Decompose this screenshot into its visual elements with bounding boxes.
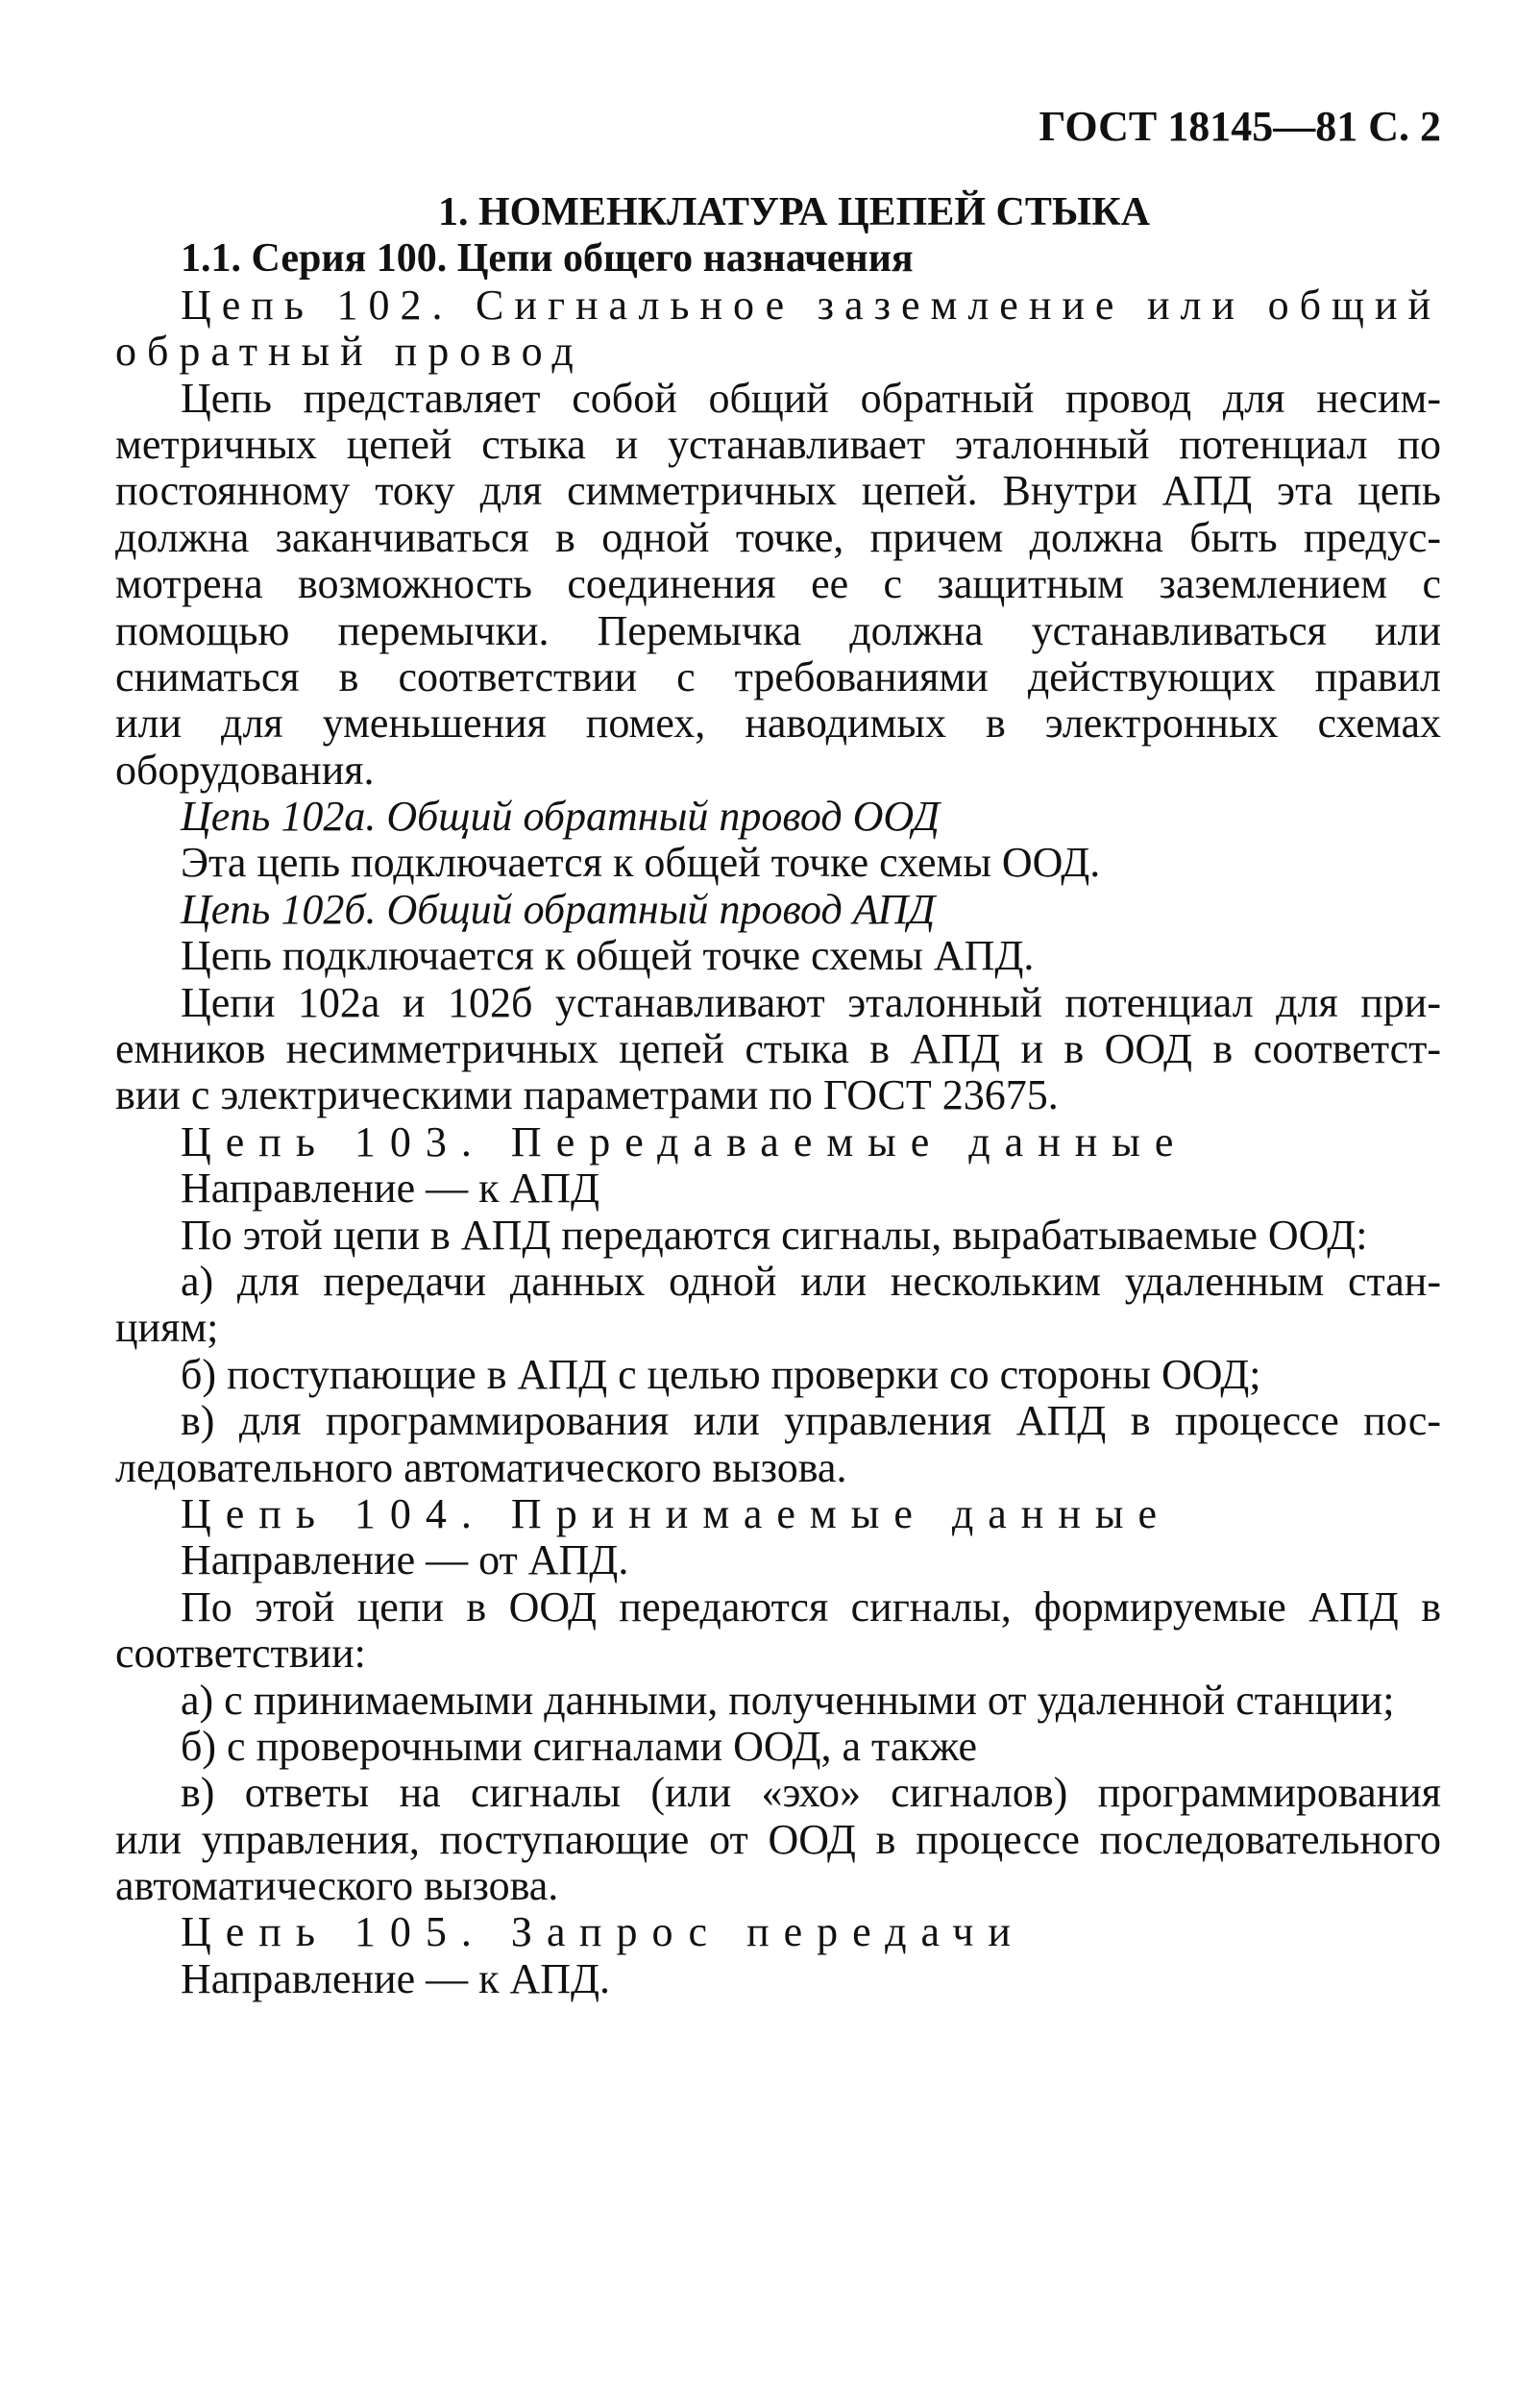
text-line: Направление — к АПД bbox=[181, 1165, 600, 1213]
text-line: ледовательного автоматического вызова. bbox=[115, 1443, 847, 1491]
text-line: помощью перемычки. Перемычка должна устанавливаться или bbox=[115, 606, 1441, 654]
text-line: а) с принимаемыми данными, полученными от удаленной станции; bbox=[181, 1676, 1395, 1724]
circuit-heading: Цепь 104. Принимаемые данные bbox=[181, 1489, 1171, 1537]
text-line: в) для программирования или управления АПД в процессе пос- bbox=[181, 1397, 1441, 1445]
text-line: Направление — от АПД. bbox=[181, 1536, 629, 1584]
circuit-heading: обратный провод bbox=[115, 328, 584, 376]
subcircuit-heading: Цепь 102а. Общий обратный провод ООД bbox=[181, 793, 941, 841]
text-line: По этой цепи в АПД передаются сигналы, вырабатываемые ООД: bbox=[181, 1211, 1368, 1259]
text-line: мотрена возможность соединения ее с защитным заземлением с bbox=[115, 560, 1441, 608]
circuit-heading: Цепь 102. Сигнальное заземление или общий bbox=[181, 281, 1441, 329]
section-title: 1. НОМЕНКЛАТУРА ЦЕПЕЙ СТЫКА bbox=[438, 190, 1150, 234]
text-line: б) с проверочными сигналами ООД, а также bbox=[181, 1722, 978, 1770]
text-line: вии с электрическими параметрами по ГОСТ 23675. bbox=[115, 1071, 1059, 1119]
text-line: а) для передачи данных одной или нескольким удаленным стан- bbox=[181, 1257, 1441, 1305]
subcircuit-heading: Цепь 102б. Общий обратный провод АПД bbox=[181, 885, 936, 933]
text-line: циям; bbox=[115, 1304, 219, 1352]
text-line: в) ответы на сигналы (или «эхо» сигналов) программирования bbox=[181, 1769, 1441, 1817]
subsection-heading: 1.1. Серия 100. Цепи общего назначения bbox=[181, 236, 914, 282]
text-line: оборудования. bbox=[115, 746, 375, 794]
circuit-heading: Цепь 105. Запрос передачи bbox=[181, 1908, 1025, 1956]
text-line: должна заканчиваться в одной точке, причем должна быть предус- bbox=[115, 513, 1441, 561]
text-line: Цепь подключается к общей точке схемы АПД. bbox=[181, 932, 1035, 980]
text-line: метричных цепей стыка и устанавливает эталонный потенциал по bbox=[115, 420, 1441, 468]
text-line: соответствии: bbox=[115, 1630, 366, 1678]
text-line: Цепи 102а и 102б устанавливают эталонный потенциал для при- bbox=[181, 978, 1441, 1026]
text-line: Цепь представляет собой общий обратный провод для несим- bbox=[181, 374, 1441, 422]
text-line: автоматического вызова. bbox=[115, 1862, 559, 1910]
text-line: Направление — к АПД. bbox=[181, 1954, 611, 2002]
page-header: ГОСТ 18145—81 С. 2 bbox=[1039, 103, 1441, 150]
text-line: По этой цепи в ООД передаются сигналы, формируемые АПД в bbox=[181, 1582, 1441, 1631]
text-line: б) поступающие в АПД с целью проверки со стороны ООД; bbox=[181, 1350, 1261, 1398]
text-line: или для уменьшения помех, наводимых в электронных схемах bbox=[115, 699, 1441, 748]
text-line: сниматься в соответствии с требованиями действующих правил bbox=[115, 652, 1441, 700]
document-body bbox=[115, 189, 1441, 2002]
text-line: постоянному току для симметричных цепей. Внутри АПД эта цепь bbox=[115, 467, 1441, 515]
text-line: Эта цепь подключается к общей точке схемы ООД. bbox=[181, 839, 1101, 887]
circuit-heading: Цепь 103. Передаваемые данные bbox=[181, 1117, 1188, 1165]
text-line: или управления, поступающие от ООД в процессе последовательного bbox=[115, 1815, 1441, 1863]
text-line: емников несимметричных цепей стыка в АПД и в ООД в соответст- bbox=[115, 1025, 1441, 1073]
